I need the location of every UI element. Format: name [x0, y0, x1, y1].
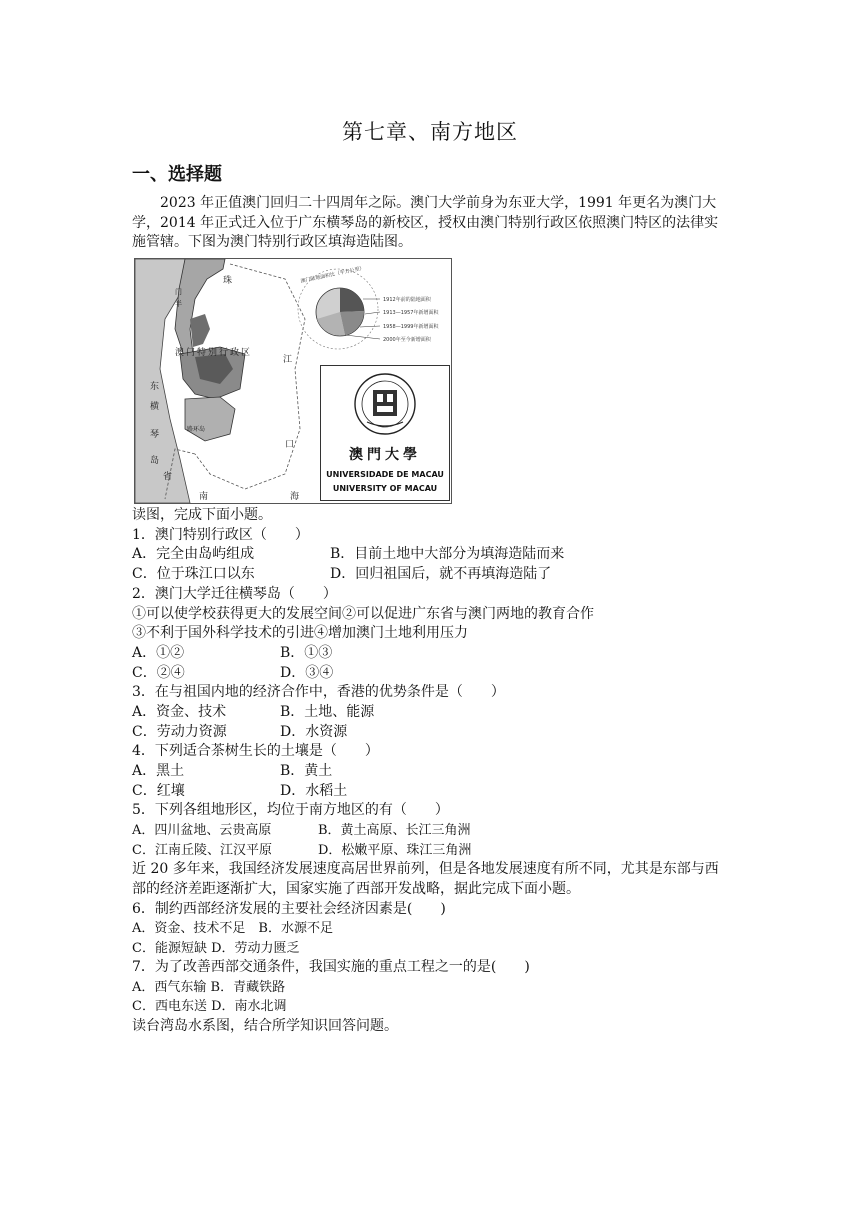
question-6-stem: 6．制约西部经济发展的主要社会经济因素是( ) — [132, 901, 446, 917]
q4-option-b: B．黄土 — [280, 763, 333, 779]
intro-paragraph-2: 近 20 多年来，我国经济发展速度高居世界前列，但是各地发展速度有所不同，尤其是东部与西部的经济差距逐渐扩大，国家实施了西部开发战略，据此完成下面小题。 — [132, 861, 719, 897]
q1-option-c: C．位于珠江口以东 — [132, 566, 255, 582]
closing-instruction: 读台湾岛水系图，结合所学知识回答问题。 — [132, 1018, 398, 1034]
q2-option-a: A．①② — [132, 645, 185, 661]
q5-option-d: D．松嫩平原、珠江三角洲 — [318, 843, 472, 858]
legend-item: 1913—1957年新增面积 — [383, 310, 439, 316]
map-label: 海 — [290, 492, 300, 502]
q4-option-c: C．红壤 — [132, 783, 185, 799]
question-3-stem: 3．在与祖国内地的经济合作中，香港的优势条件是（ ） — [132, 684, 505, 700]
q1-option-d: D．回归祖国后，就不再填海造陆了 — [330, 566, 552, 582]
q2-option-c: C．②④ — [132, 665, 185, 681]
map-label: 横 — [150, 402, 160, 412]
pie-caption: 澳门陆地面积比（平方公里） — [300, 265, 366, 285]
q2-option-b: B．①③ — [280, 645, 333, 661]
question-7-stem: 7．为了改善西部交通条件，我国实施的重点工程之一的是( ) — [132, 959, 530, 975]
q5-option-c: C．江南丘陵、江汉平原 — [132, 843, 272, 858]
q3-option-b: B．土地、能源 — [280, 704, 375, 720]
section-heading: 一、选择题 — [132, 164, 222, 185]
q1-option-a: A．完全由岛屿组成 — [132, 546, 255, 562]
q7-options-ab: A．西气东输 B．青藏铁路 — [132, 980, 286, 995]
q4-option-d: D．水稻土 — [280, 783, 348, 799]
map-label: 江 — [283, 355, 293, 365]
q6-options-cd: C．能源短缺 D．劳动力匮乏 — [132, 941, 300, 956]
map-label: 琴 — [150, 430, 160, 440]
question-2-stem: 2．澳门大学迁往横琴岛（ ） — [132, 586, 337, 602]
q3-option-d: D．水资源 — [280, 724, 348, 740]
map-label: 口 — [285, 440, 295, 450]
q7-options-cd: C．西电东送 D．南水北调 — [132, 999, 287, 1014]
question-5-stem: 5．下列各组地形区，均位于南方地区的有（ ） — [132, 802, 449, 818]
q5-option-a: A．四川盆地、云贵高原 — [132, 823, 272, 838]
university-logo-panel — [320, 365, 450, 501]
logo-english-name: UNIVERSIDADE DE MACAU — [326, 470, 444, 479]
logo-english-name: UNIVERSITY OF MACAU — [332, 484, 438, 493]
question-1-stem: 1．澳门特别行政区（ ） — [132, 527, 309, 543]
read-figure-instruction: 读图，完成下面小题。 — [132, 507, 272, 523]
map-label: 珠 — [223, 276, 233, 286]
map-label: 东 — [150, 382, 160, 392]
logo-chinese-name: 澳門大學 — [349, 447, 421, 463]
university-seal-icon — [321, 366, 449, 446]
map-label: 澳门特别行政区 — [175, 348, 253, 358]
question-4-stem: 4．下列适合茶树生长的土壤是（ ） — [132, 743, 379, 759]
map-label: 岛 — [150, 456, 160, 466]
legend-item: 1958—1999年新增面积 — [383, 324, 439, 330]
q4-option-a: A．黑土 — [132, 763, 185, 779]
q1-option-b: B．目前土地中大部分为填海造陆而来 — [330, 546, 565, 562]
map-label: 南 — [199, 492, 209, 502]
q2-statements-1: ①可以使学校获得更大的发展空间②可以促进广东省与澳门两地的教育合作 — [132, 606, 594, 622]
q2-statements-2: ③不利于国外科学技术的引进④增加澳门土地利用压力 — [132, 625, 468, 641]
legend-item: 1912年前的陆地面积 — [383, 297, 431, 303]
chapter-title: 第七章、南方地区 — [342, 120, 518, 144]
q2-option-d: D．③④ — [280, 665, 334, 681]
macau-reclamation-figure — [134, 258, 452, 504]
q5-option-b: B．黄土高原、长江三角洲 — [318, 823, 471, 838]
map-label: 路环岛 — [187, 426, 206, 433]
legend-item: 2000年至今新增面积 — [383, 337, 431, 343]
q3-option-a: A．资金、技术 — [132, 704, 227, 720]
q3-option-c: C．劳动力资源 — [132, 724, 227, 740]
intro-paragraph: 2023 年正值澳门回归二十四周年之际。澳门大学前身为东亚大学，1991 年更名为澳门大学，2014 年正式迁入位于广东横琴岛的新校区，授权由澳门特别行政区依照澳门特区的法律实施管辖。下图为澳门特别行政区填海造陆图。 — [132, 195, 719, 250]
map-label: 半 — [175, 300, 182, 308]
map-label: 门 — [175, 288, 182, 296]
map-label: 省 — [163, 472, 173, 482]
q6-options-ab: A．资金、技术不足 B．水源不足 — [132, 921, 333, 936]
